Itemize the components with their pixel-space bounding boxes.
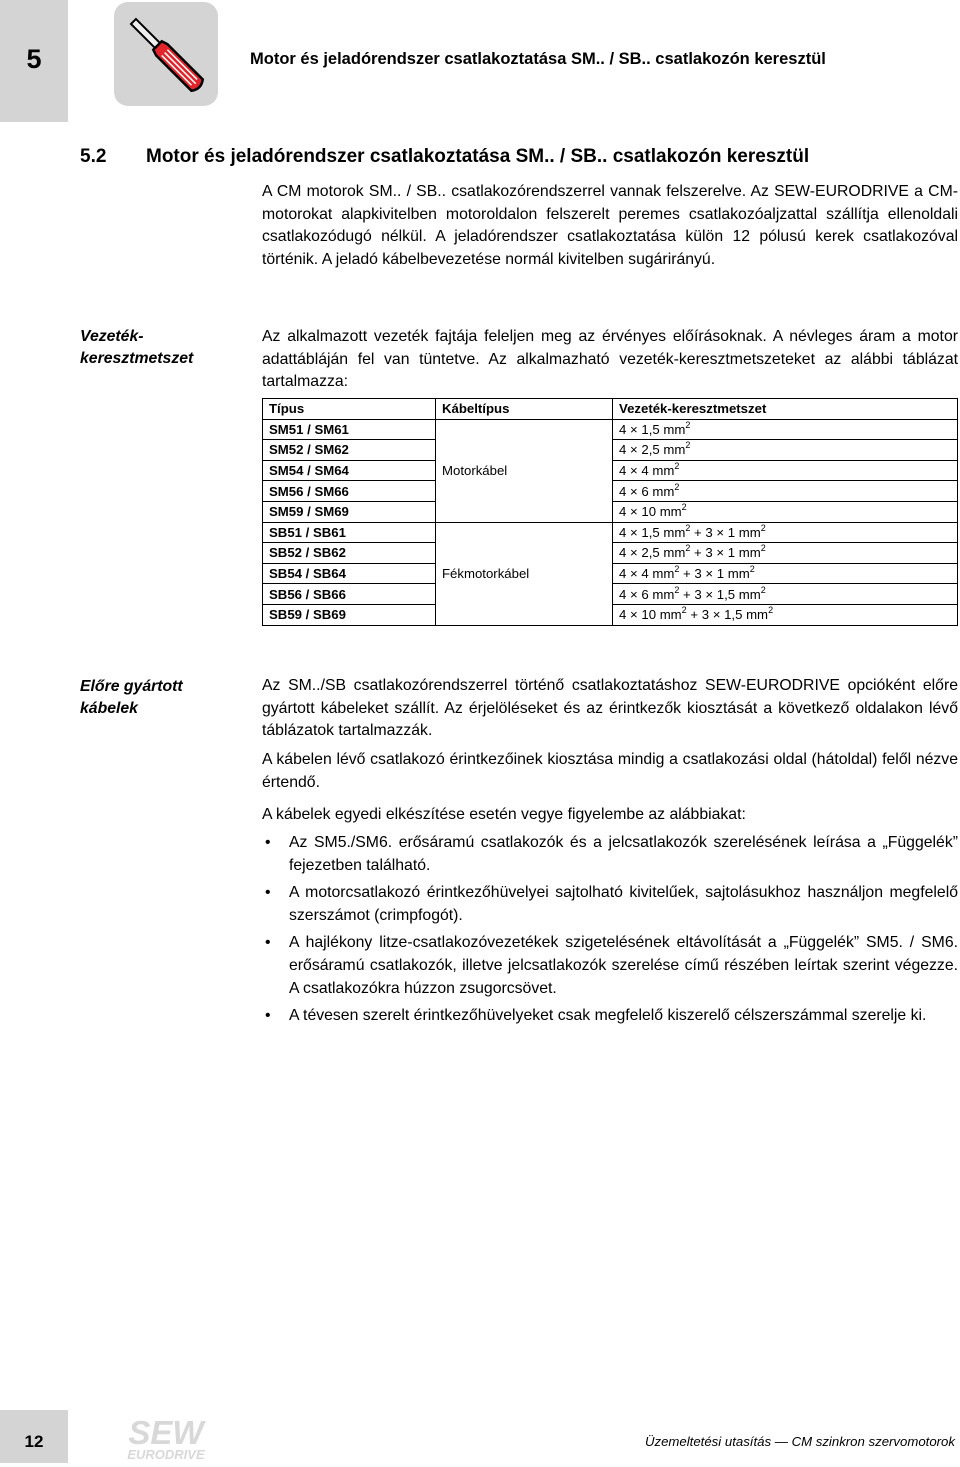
cable-cell xyxy=(436,522,613,543)
table-row xyxy=(263,481,958,502)
svg-text:EURODRIVE: EURODRIVE xyxy=(127,1447,205,1462)
table-row xyxy=(263,522,958,543)
list-item: • Az SM5./SM6. erősáramú csatlakozók és a jelcsatlakozók szerelésének leírása a „Függelék” fejezetben található. xyxy=(262,832,958,877)
type-cell: SB52 / SB62 xyxy=(263,543,436,564)
table-row xyxy=(263,563,958,584)
table-row xyxy=(263,460,958,481)
side-heading-line: Vezeték- xyxy=(80,328,144,345)
screwdriver-icon xyxy=(114,2,218,106)
section-title xyxy=(80,146,809,168)
section-cell: 4 × 6 $mm^2$ xyxy=(613,481,958,502)
cables-paragraph-2: A kábelen lévő csatlakozó érintkezőinek kiosztása mindig a csatlakozási oldal (hátoldal) felől nézve értendő. xyxy=(262,751,958,791)
type-cell: SM59 / SM69 xyxy=(263,501,436,522)
list-item: • A motorcsatlakozó érintkezőhüvelyei sajtolható kivitelűek, sajtolásukhoz használjon megfelelő szerszámot (crimpfogót). xyxy=(262,882,958,927)
table-header: Kábeltípus xyxy=(436,399,613,420)
section-cell: 4 × 2,5 $mm^2 + 3 \times 1$ $mm^2$ xyxy=(613,543,958,564)
table-row xyxy=(263,604,958,625)
svg-text:SEW: SEW xyxy=(128,1414,204,1451)
table-row xyxy=(263,419,958,440)
cable-cell xyxy=(436,440,613,461)
type-cell: SM54 / SM64 xyxy=(263,460,436,481)
intro-paragraph: A CM motorok SM.. / SB.. csatlakozórendszerrel vannak felszerelve. Az SEW-EURODRIVE a CM-motorokat alapkivitelben motoroldalon felszerelt peremes csatlakozóaljzattal szállítja ellenoldali csatlakozódugó nélkül. A jeladórendszer csatlakoztatása külön 12 pólusú kerek csatlakozóval történik. A jeladó kábelbevezetése normál kivitelben sugárirányú. xyxy=(262,183,958,268)
type-cell: SB59 / SB69 xyxy=(263,604,436,625)
cable-cell xyxy=(436,501,613,522)
cable-cell xyxy=(436,481,613,502)
table-row xyxy=(263,440,958,461)
side-heading-wire xyxy=(80,326,240,370)
section-cell: 4 × 1,5 $mm^2 + 3 \times 1$ $mm^2$ xyxy=(613,522,958,543)
list-item: • A tévesen szerelt érintkezőhüvelyeket csak megfelelő kiszerelő célszerszámmal szerelje ki. xyxy=(262,1005,958,1028)
section-cell: 4 × 10 $mm^2$ xyxy=(613,501,958,522)
section-title-text: Motor és jeladórendszer csatlakoztatása SM.. / SB.. csatlakozón keresztül xyxy=(146,146,810,167)
cables-paragraph-1: Az SM../SB csatlakozórendszerrel történő csatlakoztatáshoz SEW-EURODRIVE opcióként előre gyártott kábeleket szállít. Az érjelöléseket és az érintkezők kiosztását a következő oldalakon lévő táblázatok tartalmazzák. xyxy=(262,677,958,740)
list-item: • A hajlékony litze-csatlakozóvezetékek szigetelésének eltávolítását a „Függelék” SM5. / SM6. erősáramú csatlakozók, illetve jelcsatlakozók szerelése című részében leírtak szerint végezze. A csatlakozókra húzzon zsugorcsövet. xyxy=(262,932,958,1000)
notes-list xyxy=(262,832,958,1033)
side-heading-line: Előre gyártott xyxy=(80,678,183,695)
table-row xyxy=(263,501,958,522)
side-heading-line: kábelek xyxy=(80,700,138,717)
type-cell: SM52 / SM62 xyxy=(263,440,436,461)
side-heading-cables xyxy=(80,676,240,720)
cable-cell xyxy=(436,543,613,564)
type-cell: SB51 / SB61 xyxy=(263,522,436,543)
wire-paragraph: Az alkalmazott vezeték fajtája feleljen meg az érvényes előírásoknak. A névleges áram a motor adattábláján fel van tüntetve. Az alkalmazható vezeték-keresztmetszeteket az alábbi táblázat tartalmazza: xyxy=(262,328,958,391)
section-cell: 4 × 4 $mm^2$ xyxy=(613,460,958,481)
sew-eurodrive-logo xyxy=(114,1414,218,1462)
cable-cell xyxy=(436,604,613,625)
cross-section-table xyxy=(262,398,958,626)
section-cell: 4 × 10 $mm^2 + 3 \times 1,5$ $mm^2$ xyxy=(613,604,958,625)
footer-text: Üzemeltetési utasítás — CM szinkron szervomotorok xyxy=(644,1434,955,1449)
cable-cell-brake: Fékmotorkábel xyxy=(436,563,613,584)
chapter-number: 5 xyxy=(0,0,68,122)
type-cell: SB56 / SB66 xyxy=(263,584,436,605)
cable-cell-motor: Motorkábel xyxy=(436,460,613,481)
table-header-row xyxy=(263,399,958,420)
cables-paragraph-3: A kábelek egyedi elkészítése esetén vegye figyelembe az alábbiakat: xyxy=(262,806,746,823)
table-row xyxy=(263,584,958,605)
type-cell: SB54 / SB64 xyxy=(263,563,436,584)
section-cell: 4 × 4 $mm^2 + 3 \times 1$ $mm^2$ xyxy=(613,563,958,584)
table-header: Típus xyxy=(263,399,436,420)
section-cell: 4 × 2,5 $mm^2$ xyxy=(613,440,958,461)
table-row xyxy=(263,543,958,564)
running-title: Motor és jeladórendszer csatlakoztatása SM.. / SB.. csatlakozón keresztül xyxy=(250,50,826,68)
cable-cell xyxy=(436,584,613,605)
type-cell: SM51 / SM61 xyxy=(263,419,436,440)
table-header: Vezeték-keresztmetszet xyxy=(613,399,958,420)
type-cell: SM56 / SM66 xyxy=(263,481,436,502)
page-number: 12 xyxy=(0,1410,68,1463)
side-heading-line: keresztmetszet xyxy=(80,350,194,367)
cable-cell xyxy=(436,419,613,440)
section-number: 5.2 xyxy=(80,146,107,167)
section-cell: 4 × 1,5 $mm^2$ xyxy=(613,419,958,440)
section-cell: 4 × 6 $mm^2 + 3 \times 1,5$ $mm^2$ xyxy=(613,584,958,605)
